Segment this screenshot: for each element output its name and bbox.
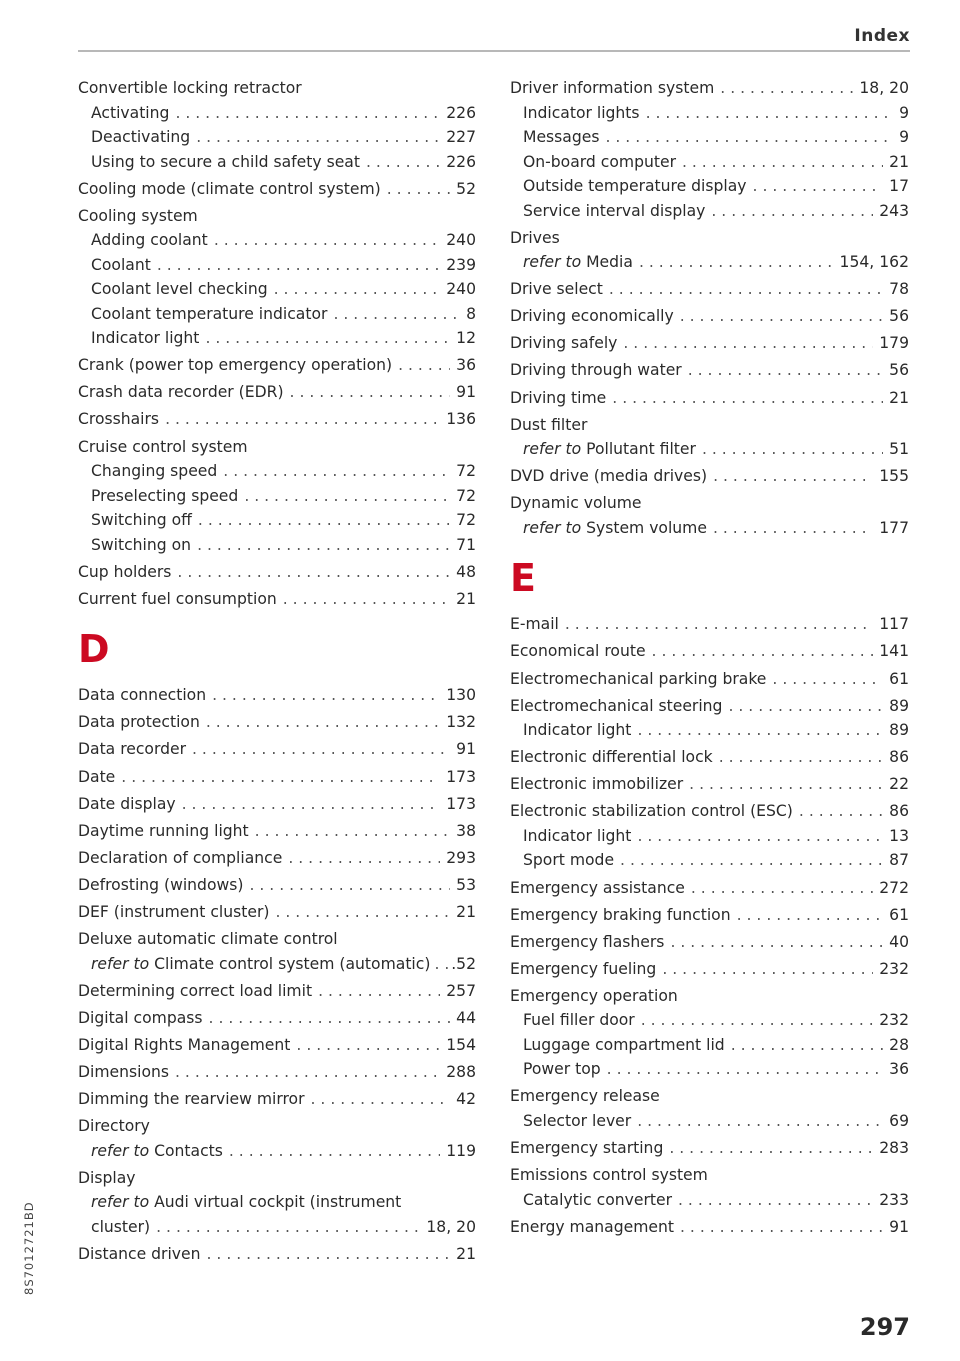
index-entry: Service interval display . . . 243	[510, 199, 909, 224]
index-heading: Drives	[510, 228, 560, 247]
index-entry: Digital compass . . . 44	[78, 1006, 476, 1031]
index-entry: Energy management . . . 91	[510, 1215, 909, 1240]
index-entry: Emergency assistance . . . 272	[510, 876, 909, 901]
index-entry: Switching off . . . 72	[78, 508, 476, 533]
index-entry: Date . . . 173	[78, 765, 476, 790]
index-entry: Sport mode . . . 87	[510, 848, 909, 873]
index-entry: Indicator light . . . 13	[510, 824, 909, 849]
index-entry: Cup holders . . . 48	[78, 560, 476, 585]
index-entry: Cooling mode (climate control system) . . . 52	[78, 177, 476, 202]
index-entry: Luggage compartment lid . . . 28	[510, 1033, 909, 1058]
index-entry: Electronic differential lock . . . 86	[510, 745, 909, 770]
index-heading: Dynamic volume	[510, 494, 642, 513]
index-entry: Power top . . . 36	[510, 1057, 909, 1082]
index-entry: Crank (power top emergency operation) . . . 36	[78, 353, 476, 378]
index-entry: DEF (instrument cluster) . . . 21	[78, 900, 476, 925]
index-entry: refer to System volume . . . 177	[510, 516, 909, 541]
index-heading: Emergency release	[510, 1087, 660, 1106]
index-heading: Directory	[78, 1117, 150, 1136]
index-entry: Indicator lights . . . 9	[510, 101, 909, 126]
index-entry: Driving safely . . . 179	[510, 331, 909, 356]
header-rule	[78, 50, 910, 52]
index-entry: Data protection . . . 132	[78, 710, 476, 735]
index-entry: Dimensions . . . 288	[78, 1060, 476, 1085]
index-heading: Display	[78, 1168, 136, 1187]
index-entry: Economical route . . . 141	[510, 639, 909, 664]
index-entry: Activating . . . 226	[78, 101, 476, 126]
index-entry: Driving time . . . 21	[510, 386, 909, 411]
index-entry: Catalytic converter . . . 233	[510, 1188, 909, 1213]
index-entry: Indicator light . . . 89	[510, 718, 909, 743]
index-entry: Coolant level checking . . . 240	[78, 277, 476, 302]
section-letter-d: D	[78, 627, 110, 672]
index-entry: cluster) . . . 18, 20	[78, 1215, 476, 1240]
index-entry: Daytime running light . . . 38	[78, 819, 476, 844]
index-entry: Electronic immobilizer . . . 22	[510, 772, 909, 797]
index-heading: Emergency operation	[510, 986, 678, 1005]
index-entry: Fuel filler door . . . 232	[510, 1008, 909, 1033]
index-entry: Selector lever . . . 69	[510, 1109, 909, 1134]
index-subline: refer to Audi virtual cockpit (instrument	[91, 1193, 402, 1212]
index-entry: Adding coolant . . . 240	[78, 228, 476, 253]
index-heading: Dust filter	[510, 415, 588, 434]
document-code: 8S7012721BD	[22, 1201, 36, 1295]
index-entry: E-mail . . . 117	[510, 612, 909, 637]
index-entry: Emergency flashers . . . 40	[510, 930, 909, 955]
index-entry: Crash data recorder (EDR) . . . 91	[78, 380, 476, 405]
index-entry: Messages . . . 9	[510, 125, 909, 150]
index-entry: Driving through water . . . 56	[510, 358, 909, 383]
index-heading: Convertible locking retractor	[78, 79, 302, 97]
index-entry: Using to secure a child safety seat . . . 226	[78, 150, 476, 175]
index-entry: Coolant . . . 239	[78, 253, 476, 278]
index-entry: Emergency braking function . . . 61	[510, 903, 909, 928]
index-entry: Data recorder . . . 91	[78, 737, 476, 762]
index-column-right	[510, 76, 909, 1239]
index-entry: Data connection . . . 130	[78, 683, 476, 708]
index-entry: Determining correct load limit . . . 257	[78, 979, 476, 1004]
page-header-title: Index	[854, 26, 910, 46]
index-entry: Driving economically . . . 56	[510, 304, 909, 329]
index-entry: Coolant temperature indicator . . . 8	[78, 302, 476, 327]
index-entry: Preselecting speed . . . 72	[78, 484, 476, 509]
index-heading: Emissions control system	[510, 1166, 708, 1185]
index-entry: Drive select . . . 78	[510, 277, 909, 302]
index-heading: Deluxe automatic climate control	[78, 930, 338, 949]
index-entry: Electromechanical parking brake . . . 61	[510, 667, 909, 692]
index-entry: Outside temperature display . . . 17	[510, 174, 909, 199]
index-entry: Electronic stabilization control (ESC) . . . 86	[510, 799, 909, 824]
index-entry: Distance driven . . . 21	[78, 1242, 476, 1267]
index-heading: Cooling system	[78, 206, 198, 225]
page-number: 297	[859, 1313, 910, 1341]
index-entry: Dimming the rearview mirror . . . 42	[78, 1087, 476, 1112]
index-entry: refer to Climate control system (automatic) . . . .52	[78, 952, 476, 977]
index-column-left	[78, 76, 476, 1266]
index-entry: Emergency starting . . . 283	[510, 1136, 909, 1161]
index-entry: Driver information system . . . 18, 20	[510, 76, 909, 101]
index-entry: Changing speed . . . 72	[78, 459, 476, 484]
index-entry: Switching on . . . 71	[78, 533, 476, 558]
index-entry: refer to Media . . . 154, 162	[510, 250, 909, 275]
index-heading: Cruise control system	[78, 437, 248, 456]
index-entry: Indicator light . . . 12	[78, 326, 476, 351]
index-entry: refer to Pollutant filter . . . 51	[510, 437, 909, 462]
index-entry: Electromechanical steering . . . 89	[510, 694, 909, 719]
index-entry: Date display . . . 173	[78, 792, 476, 817]
section-letter-e: E	[510, 556, 536, 601]
index-entry: Emergency fueling . . . 232	[510, 957, 909, 982]
index-entry: Deactivating . . . 227	[78, 125, 476, 150]
index-entry: On-board computer . . . 21	[510, 150, 909, 175]
index-entry: Digital Rights Management . . . 154	[78, 1033, 476, 1058]
index-entry: refer to Contacts . . . 119	[78, 1139, 476, 1164]
index-entry: Crosshairs . . . 136	[78, 407, 476, 432]
index-entry: Current fuel consumption . . . 21	[78, 587, 476, 612]
index-entry: DVD drive (media drives) . . . 155	[510, 464, 909, 489]
index-entry: Defrosting (windows) . . . 53	[78, 873, 476, 898]
index-entry: Declaration of compliance . . . 293	[78, 846, 476, 871]
